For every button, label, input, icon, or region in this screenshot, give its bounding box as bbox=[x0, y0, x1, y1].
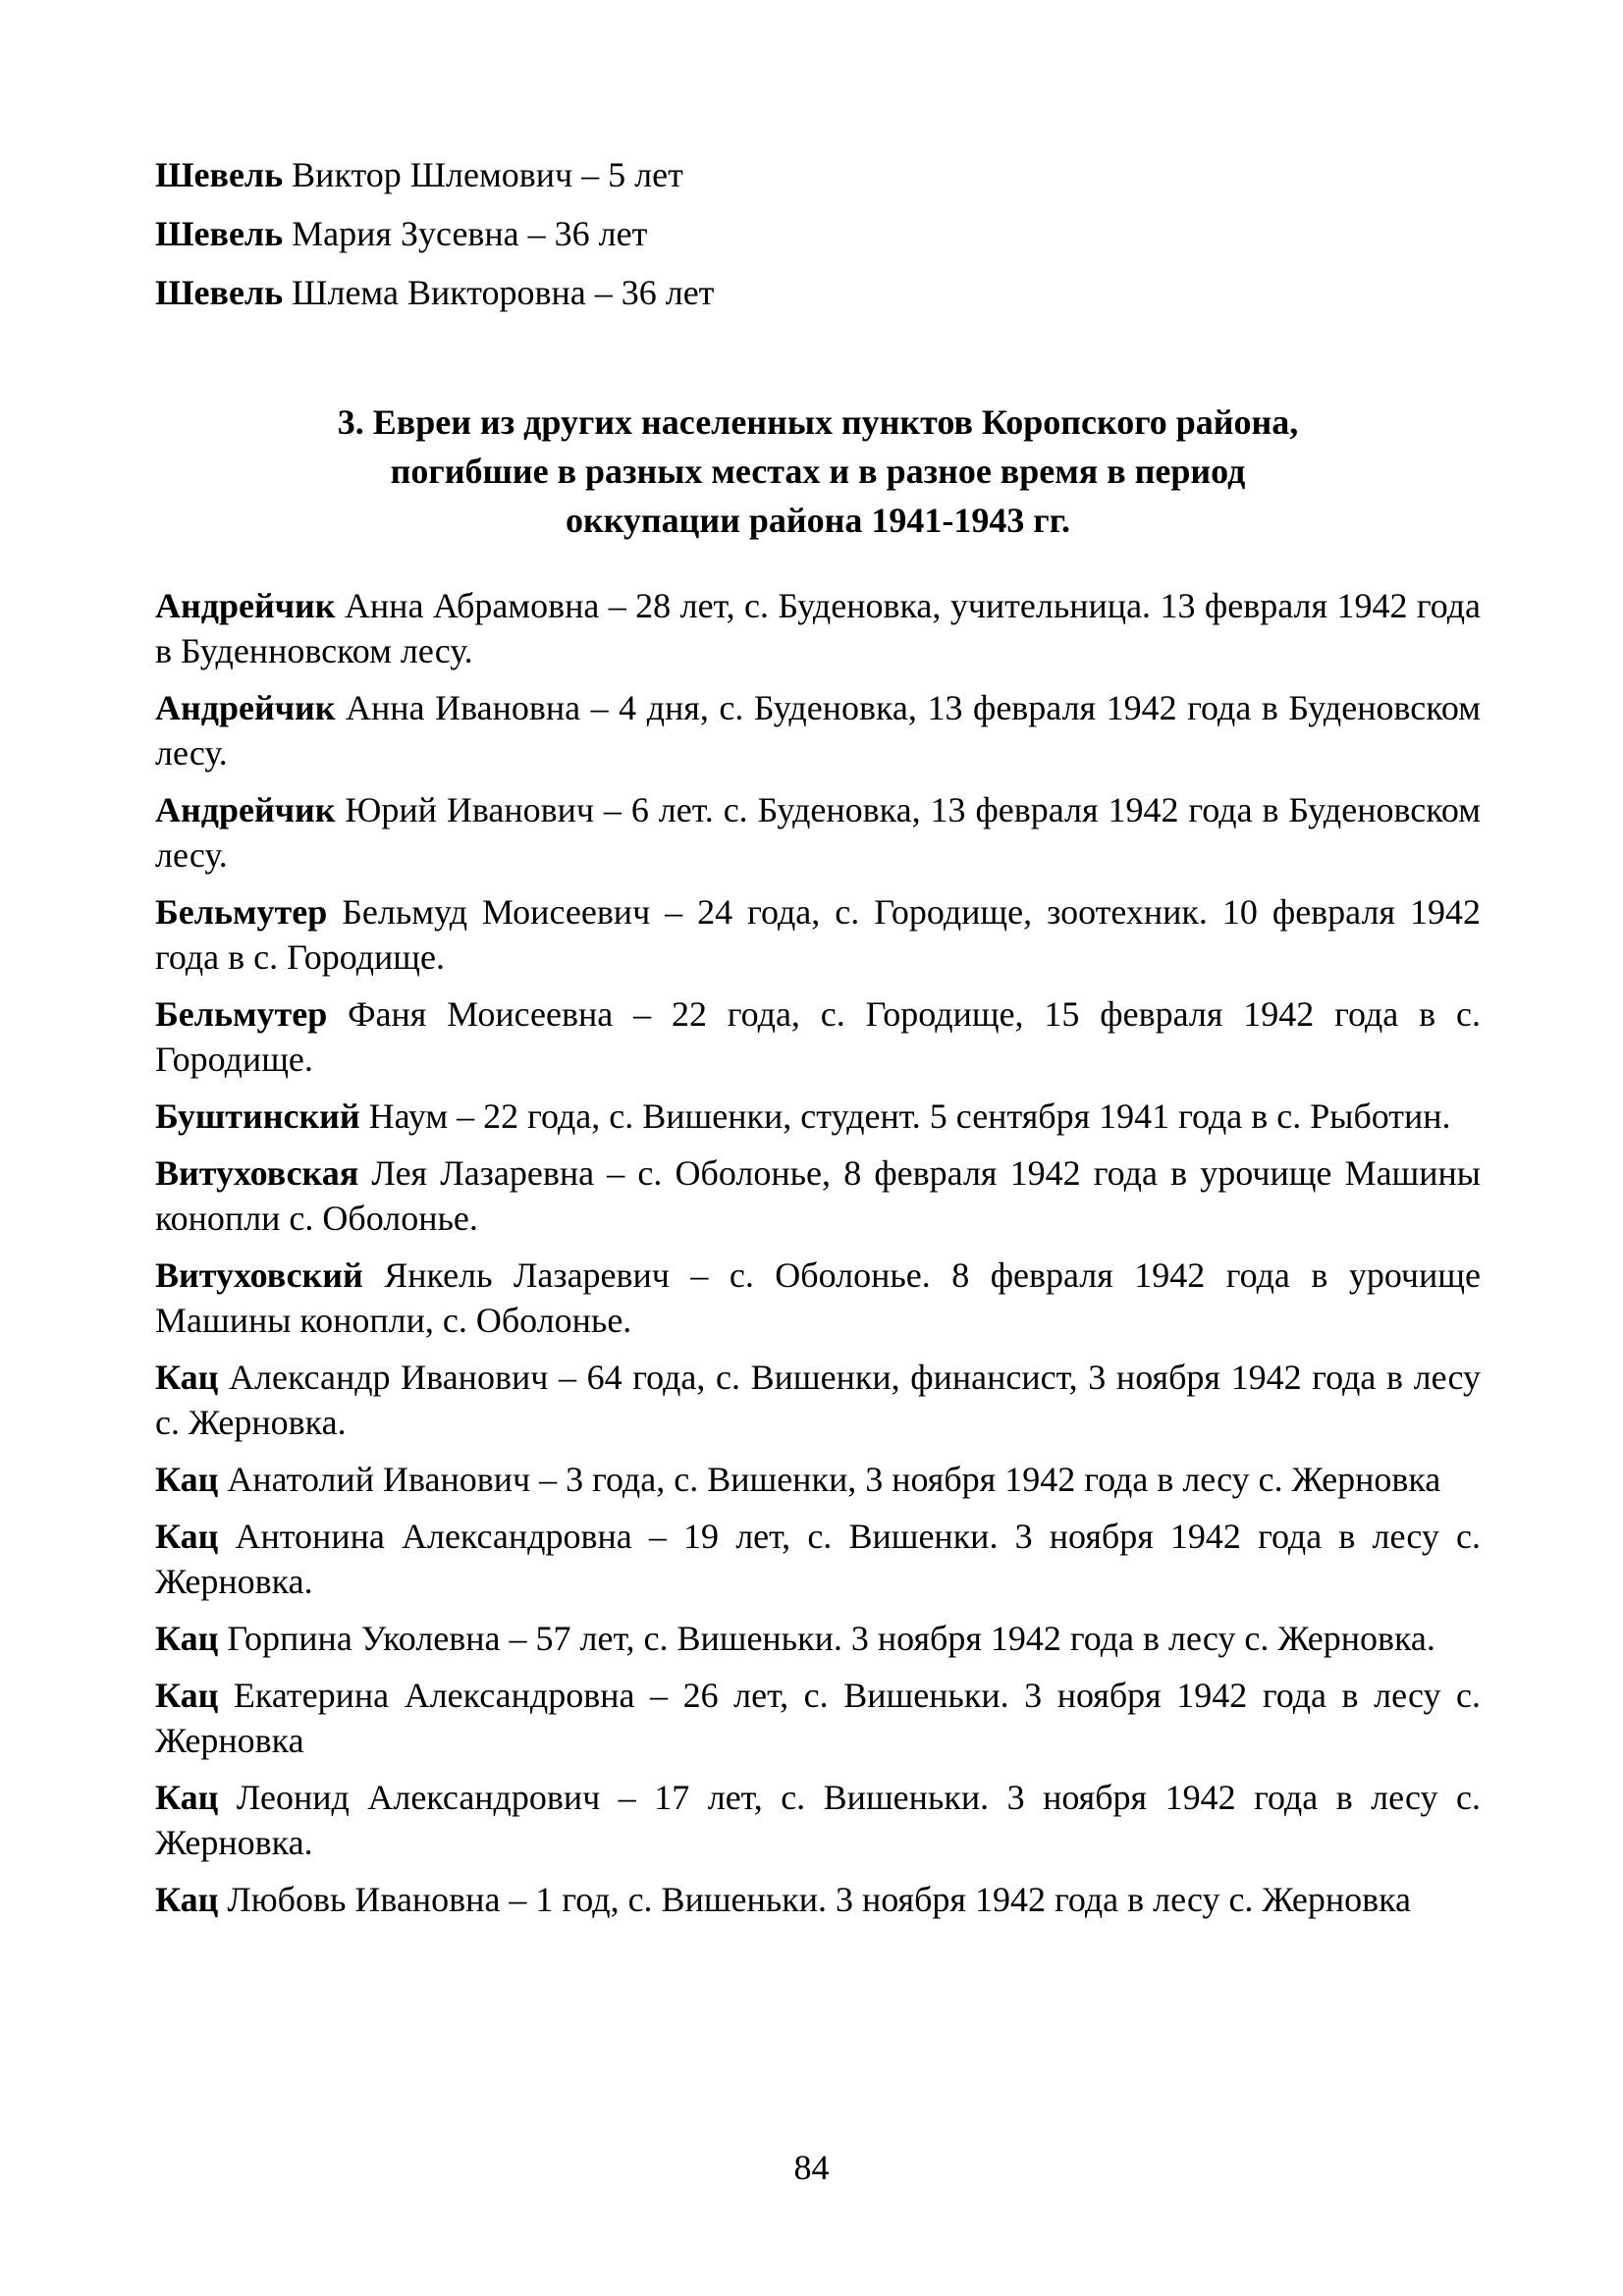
entry-details: Шлема Викторовна – 36 лет bbox=[283, 273, 715, 312]
entry-details: Лея Лазаревна – с. Оболонье, 8 февраля 1942 года в урочище Машины конопли с. Оболонье. bbox=[155, 1153, 1481, 1238]
entry-surname: Андрейчик bbox=[155, 790, 336, 829]
entry-surname: Кац bbox=[155, 1460, 219, 1499]
entry-surname: Шевель bbox=[155, 214, 284, 253]
entry-surname: Бельмутер bbox=[155, 892, 328, 932]
list-item bbox=[155, 1253, 1481, 1343]
entry-details: Бельмуд Моисеевич – 24 года, с. Городище, зоотехник. 10 февраля 1942 года в с. Городище. bbox=[155, 892, 1481, 977]
list-item bbox=[155, 1457, 1481, 1502]
entry-details: Антонина Александровна – 19 лет, с. Вишенки. 3 ноября 1942 года в лесу с. Жерновка. bbox=[155, 1517, 1481, 1601]
entry-surname: Кац bbox=[155, 1517, 219, 1556]
list-item bbox=[155, 1150, 1481, 1241]
list-item bbox=[155, 889, 1481, 980]
top-entries bbox=[155, 155, 1481, 332]
section-heading-line: оккупации района 1941-1943 гг. bbox=[565, 501, 1071, 540]
entry-surname: Витуховский bbox=[155, 1255, 363, 1295]
list-item bbox=[155, 214, 1481, 273]
list-item bbox=[155, 685, 1481, 775]
list-item bbox=[155, 1094, 1481, 1139]
list-item bbox=[155, 1673, 1481, 1763]
entry-surname: Кац bbox=[155, 1778, 219, 1817]
victims-list bbox=[155, 583, 1481, 1934]
entry-surname: Кац bbox=[155, 1880, 219, 1919]
list-item bbox=[155, 1514, 1481, 1604]
entry-surname: Кац bbox=[155, 1619, 219, 1658]
section-heading bbox=[155, 398, 1481, 545]
entry-details: Александр Иванович – 64 года, с. Вишенки, финансист, 3 ноября 1942 года в лесу с. Жерновка. bbox=[155, 1358, 1481, 1442]
list-item bbox=[155, 1355, 1481, 1445]
page-number: 84 bbox=[793, 2148, 830, 2187]
entry-surname: Шевель bbox=[155, 155, 284, 194]
entry-surname: Витуховская bbox=[155, 1153, 359, 1193]
entry-surname: Шевель bbox=[155, 273, 284, 312]
list-item bbox=[155, 1616, 1481, 1661]
list-item bbox=[155, 583, 1481, 673]
entry-surname: Кац bbox=[155, 1676, 219, 1715]
entry-details: Юрий Иванович – 6 лет. с. Буденовка, 13 февраля 1942 года в Буденовском лесу. bbox=[155, 790, 1481, 875]
list-item bbox=[155, 1877, 1481, 1922]
entry-details: Леонид Александрович – 17 лет, с. Вишеньки. 3 ноября 1942 года в лесу с. Жерновка. bbox=[155, 1778, 1481, 1862]
list-item bbox=[155, 1775, 1481, 1865]
list-item bbox=[155, 273, 1481, 332]
entry-surname: Буштинский bbox=[155, 1096, 360, 1136]
entry-details: Наум – 22 года, с. Вишенки, студент. 5 сентября 1941 года в с. Рыботин. bbox=[359, 1096, 1451, 1136]
entry-surname: Андрейчик bbox=[155, 688, 336, 727]
section-heading-line: 3. Евреи из других населенных пунктов Коропского района, bbox=[337, 402, 1299, 442]
entry-surname: Бельмутер bbox=[155, 994, 328, 1034]
entry-details: Анатолий Иванович – 3 года, с. Вишенки, 3 ноября 1942 года в лесу с. Жерновка bbox=[218, 1460, 1441, 1499]
list-item bbox=[155, 155, 1481, 214]
entry-details: Мария Зусевна – 36 лет bbox=[283, 214, 648, 253]
entry-details: Виктор Шлемович – 5 лет bbox=[283, 155, 683, 194]
entry-details: Янкель Лазаревич – с. Оболонье. 8 февраля 1942 года в урочище Машины конопли, с. Оболонье. bbox=[155, 1255, 1481, 1340]
entry-surname: Андрейчик bbox=[155, 586, 336, 625]
entry-details: Анна Ивановна – 4 дня, с. Буденовка, 13 февраля 1942 года в Буденовском лесу. bbox=[155, 688, 1481, 773]
entry-details: Горпина Уколевна – 57 лет, с. Вишеньки. 3 ноября 1942 года в лесу с. Жерновка. bbox=[218, 1619, 1435, 1658]
list-item bbox=[155, 991, 1481, 1082]
entry-details: Фаня Моисеевна – 22 года, с. Городище, 15 февраля 1942 года в с. Городище. bbox=[155, 994, 1481, 1079]
entry-details: Екатерина Александровна – 26 лет, с. Вишеньки. 3 ноября 1942 года в лесу с. Жерновка bbox=[155, 1676, 1481, 1760]
list-item bbox=[155, 787, 1481, 878]
entry-details: Анна Абрамовна – 28 лет, с. Буденовка, учительница. 13 февраля 1942 года в Буденновском лесу. bbox=[155, 586, 1481, 670]
entry-surname: Кац bbox=[155, 1358, 219, 1397]
entry-details: Любовь Ивановна – 1 год, с. Вишеньки. 3 ноября 1942 года в лесу с. Жерновка bbox=[218, 1880, 1412, 1919]
section-heading-line: погибшие в разных местах и в разное время в период bbox=[390, 452, 1246, 491]
